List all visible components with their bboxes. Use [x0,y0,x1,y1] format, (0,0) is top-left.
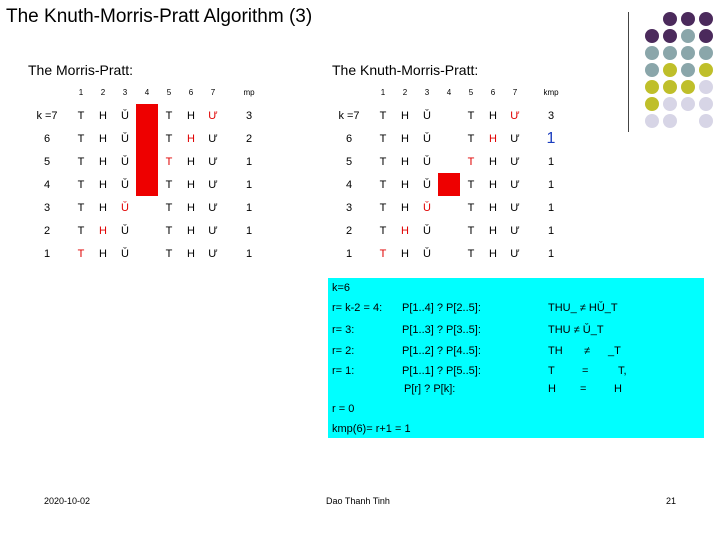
pattern-cell: Ư [510,201,520,214]
pattern-cell: T [379,132,387,145]
pattern-cell [136,150,158,173]
panel-c4: P[1..1] ? P[5..5]: [402,365,481,377]
pattern-cell: H [187,132,195,145]
pattern-cell [136,242,158,265]
row-label: 3 [345,201,353,214]
table-row [24,196,274,219]
pattern-cell: Ǔ [423,247,431,260]
result-value: 1 [547,155,555,168]
pattern-cell: H [187,109,195,122]
panel-d5a: H [548,383,556,395]
panel-c1: P[1..4] ? P[2..5]: [402,302,481,314]
pattern-cell: H [99,224,107,237]
header-index: 3 [122,87,128,97]
table-row [326,150,576,173]
decorative-dot [645,80,659,94]
pattern-cell: Ǔ [423,109,431,122]
header-index: 7 [512,87,518,97]
row-label: 5 [43,155,51,168]
row-label: 1 [43,247,51,260]
header-index: 6 [188,87,194,97]
pattern-cell: Ǔ [423,224,431,237]
panel-r0: r = 0 [332,403,355,415]
pattern-cell: Ư [208,178,218,191]
pattern-cell [136,173,158,196]
decorative-dot [681,97,695,111]
pattern-cell: T [165,155,173,168]
kmp-heading: The Knuth-Morris-Pratt: [332,62,479,78]
pattern-cell [136,127,158,150]
pattern-cell: H [401,247,409,260]
panel-pr: P[r] ? P[k]: [404,383,456,395]
pattern-cell: Ư [510,247,520,260]
table-row [24,104,274,127]
pattern-cell: T [77,132,85,145]
pattern-cell: H [401,109,409,122]
panel-d1: THU_ ≠ HǓ_T [548,302,618,314]
panel-d5b: = [580,383,587,395]
pattern-cell: T [467,247,475,260]
pattern-cell: Ǔ [121,224,129,237]
pattern-cell: Ư [208,132,218,145]
panel-d3c: _T [608,345,621,357]
pattern-cell: T [379,201,387,214]
footer-author: Dao Thanh Tinh [326,496,390,506]
decorative-dot [681,63,695,77]
decorative-dot [681,46,695,60]
pattern-cell: H [401,201,409,214]
pattern-cell: T [77,109,85,122]
pattern-cell: H [187,155,195,168]
row-label: 5 [345,155,353,168]
table-row [326,219,576,242]
pattern-cell: T [77,178,85,191]
decorative-dot [663,29,677,43]
decorative-dot [699,46,713,60]
decorative-dot [663,114,677,128]
pattern-cell: T [379,247,387,260]
header-corner [326,80,372,104]
panel-d2: THU ≠ Ǔ_T [548,324,604,336]
header-index: 2 [402,87,408,97]
pattern-cell: H [99,109,107,122]
header-result-label: kmp [543,87,559,97]
pattern-cell: T [467,109,475,122]
panel-d5c: H [614,383,622,395]
result-value: 1 [547,224,555,237]
panel-kmp: kmp(6)= r+1 = 1 [332,423,411,435]
pattern-cell [438,150,460,173]
table-row [326,127,576,150]
pattern-cell: T [467,132,475,145]
pattern-cell [136,196,158,219]
pattern-cell: Ǔ [121,247,129,260]
header-index: 5 [166,87,172,97]
result-value: 1 [245,247,253,260]
pattern-cell [438,196,460,219]
header-index: 6 [490,87,496,97]
pattern-cell: H [99,155,107,168]
pattern-cell [136,219,158,242]
pattern-cell: Ư [510,109,520,122]
pattern-cell [136,104,158,127]
pattern-cell: Ư [208,201,218,214]
panel-d3b: ≠ [584,345,591,357]
pattern-cell: T [165,247,173,260]
pattern-cell: T [379,155,387,168]
result-value: 2 [245,132,253,145]
pattern-cell: Ư [510,178,520,191]
pattern-cell: H [489,132,497,145]
result-value: 3 [245,109,253,122]
pattern-cell: Ǔ [121,132,129,145]
pattern-cell: T [467,178,475,191]
pattern-cell: H [489,155,497,168]
pattern-cell: H [187,178,195,191]
pattern-cell: Ư [208,155,218,168]
result-value: 1 [245,178,253,191]
decorative-dot [699,29,713,43]
pattern-cell: T [379,178,387,191]
pattern-cell: H [401,224,409,237]
decorative-dot [681,12,695,26]
pattern-cell: Ǔ [121,201,129,214]
decorative-dot [699,80,713,94]
result-value: 1 [546,129,556,147]
pattern-cell: Ǔ [423,155,431,168]
pattern-cell: H [187,224,195,237]
panel-r1: r= k-2 = 4: [332,302,383,314]
decorative-dot [663,46,677,60]
pattern-cell: T [165,224,173,237]
pattern-cell: H [187,247,195,260]
pattern-cell: T [467,224,475,237]
header-result-label: mp [243,87,255,97]
decorative-dot [699,63,713,77]
row-label: 6 [345,132,353,145]
explanation-panel [328,278,704,438]
decorative-dot [663,80,677,94]
row-label: 4 [345,178,353,191]
decorative-dot [663,12,677,26]
pattern-cell: H [187,201,195,214]
table-row [326,196,576,219]
pattern-cell: H [489,224,497,237]
panel-c3: P[1..2] ? P[4..5]: [402,345,481,357]
result-value: 1 [245,155,253,168]
pattern-cell: Ư [208,247,218,260]
row-label: 6 [43,132,51,145]
table-row [24,219,274,242]
pattern-cell: H [489,178,497,191]
result-value: 1 [547,201,555,214]
decorative-dot [699,97,713,111]
table-row [326,173,576,196]
pattern-cell [438,173,460,196]
pattern-cell: T [165,109,173,122]
pattern-cell: H [401,178,409,191]
decorative-dot [699,12,713,26]
pattern-cell: H [401,132,409,145]
row-label: k =7 [338,109,360,122]
decorative-dot-grid [627,12,717,132]
pattern-cell: T [165,132,173,145]
decorative-dot [645,63,659,77]
pattern-cell: H [489,201,497,214]
panel-r2: r= 3: [332,324,355,336]
row-label: 4 [43,178,51,191]
pattern-cell [438,104,460,127]
row-label: 2 [43,224,51,237]
result-value: 3 [547,109,555,122]
table-row [24,173,274,196]
table-row [326,242,576,265]
pattern-cell: Ǔ [423,178,431,191]
pattern-cell: H [489,109,497,122]
pattern-cell: H [489,247,497,260]
decorative-dot [645,97,659,111]
pattern-cell: Ǔ [121,109,129,122]
pattern-cell: T [77,247,85,260]
pattern-cell: T [77,201,85,214]
pattern-cell: H [99,178,107,191]
pattern-cell: T [77,155,85,168]
row-label: k =7 [36,109,58,122]
pattern-cell [438,127,460,150]
decorative-dot [645,46,659,60]
pattern-cell: T [165,201,173,214]
pattern-cell: Ư [510,224,520,237]
panel-k-line: k=6 [332,282,351,294]
pattern-cell: T [467,155,475,168]
pattern-cell: H [401,155,409,168]
decorative-dot [699,114,713,128]
panel-r4: r= 1: [332,365,355,377]
header-index: 5 [468,87,474,97]
pattern-cell: Ǔ [121,155,129,168]
row-label: 3 [43,201,51,214]
result-value: 1 [245,224,253,237]
panel-c2: P[1..3] ? P[3..5]: [402,324,481,336]
pattern-cell: Ư [208,224,218,237]
decorative-dot [645,29,659,43]
pattern-cell: H [99,247,107,260]
slide-title: The Knuth-Morris-Pratt Algorithm (3) [6,6,313,27]
pattern-cell: Ư [208,109,218,122]
decorative-dot [681,80,695,94]
decorative-dot [663,63,677,77]
pattern-cell [438,219,460,242]
header-corner [24,80,70,104]
table-row [24,242,274,265]
pattern-cell [438,242,460,265]
pattern-cell: T [77,224,85,237]
result-value: 1 [547,178,555,191]
table-row [326,104,576,127]
footer-date: 2020-10-02 [44,496,91,506]
pattern-cell: Ǔ [423,201,431,214]
decorative-dot [663,97,677,111]
pattern-cell: T [165,178,173,191]
header-index: 2 [100,87,106,97]
footer-page-number: 21 [666,496,677,506]
table-row [24,127,274,150]
decorative-dot [645,114,659,128]
header-index: 7 [210,87,216,97]
pattern-cell: T [379,109,387,122]
pattern-cell: Ư [510,132,520,145]
header-index: 4 [144,87,150,97]
pattern-cell: H [99,132,107,145]
panel-d4a: T [548,365,555,377]
pattern-cell: T [467,201,475,214]
pattern-cell: Ư [510,155,520,168]
panel-d3a: TH [548,345,563,357]
panel-d4c: T, [618,365,627,377]
header-index: 3 [424,87,430,97]
panel-d4b: = [582,365,589,377]
morris-pratt-table [24,80,274,265]
kmp-table [326,80,576,265]
result-value: 1 [547,247,555,260]
panel-r3: r= 2: [332,345,355,357]
row-label: 1 [345,247,353,260]
header-index: 4 [446,87,452,97]
table-row [24,150,274,173]
pattern-cell: Ǔ [423,132,431,145]
decorative-dot [681,29,695,43]
morris-pratt-heading: The Morris-Pratt: [28,62,134,78]
pattern-cell: Ǔ [121,178,129,191]
pattern-cell: H [99,201,107,214]
pattern-cell: T [379,224,387,237]
row-label: 2 [345,224,353,237]
header-index: 1 [380,87,386,97]
result-value: 1 [245,201,253,214]
header-index: 1 [78,87,84,97]
